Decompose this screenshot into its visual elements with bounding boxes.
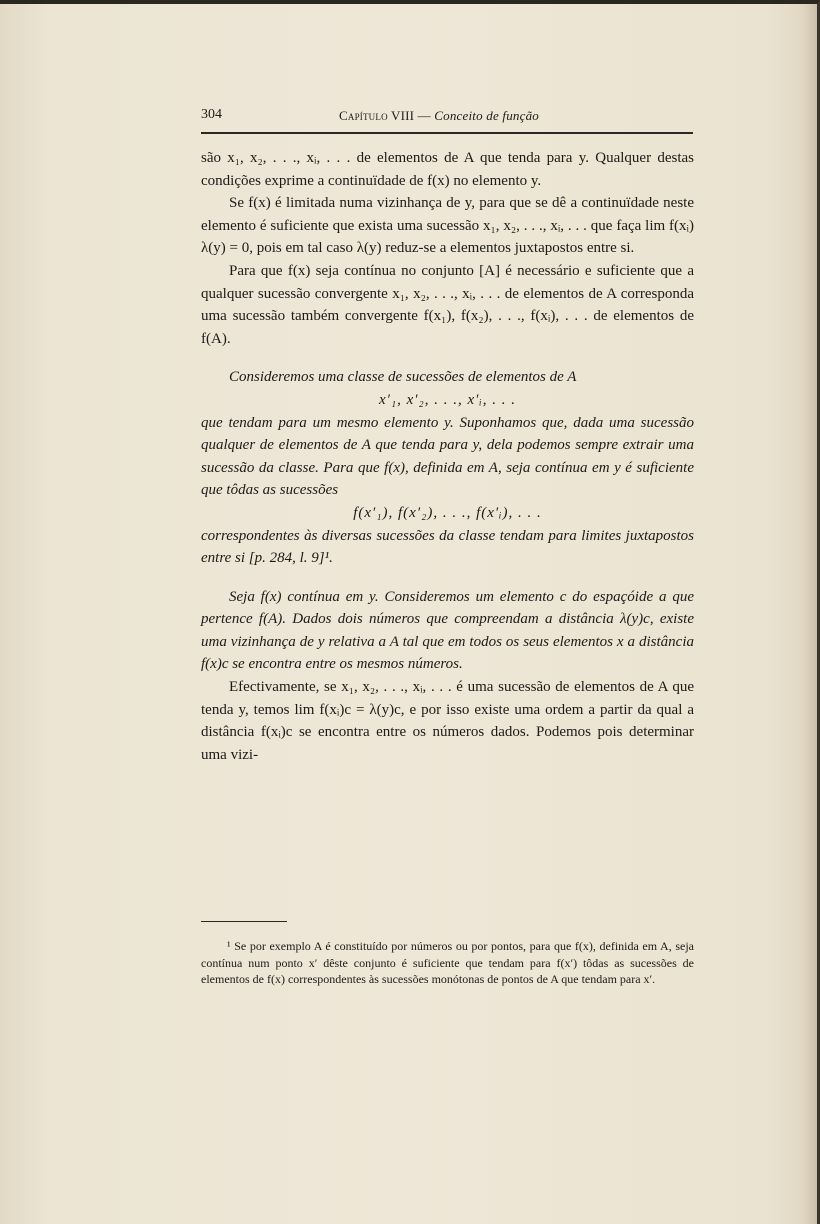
theorem-1-intro: Consideremos uma classe de sucessões de elementos de A xyxy=(229,369,577,386)
spacer xyxy=(201,350,694,366)
paragraph-3: Para que f(x) seja contínua no conjunto [A] é necessário e suficiente que a qualquer sucessão convergente x₁, x₂, . . ., xᵢ, . . . de elementos de A corresponda uma sucessão também convergente f(x₁), f(x₂), . . ., f(xᵢ), . . . de elementos de f(A). xyxy=(201,262,694,347)
theorem-1-conclusion: correspondentes às diversas sucessões da classe tendam para limites juxtapostos entre si [p. 284, l. 9]¹. xyxy=(201,527,694,567)
running-head-separator: — xyxy=(414,108,435,123)
main-text xyxy=(201,147,694,766)
theorem-1-formula-images: f(x′₁), f(x′₂), . . ., f(x′ᵢ), . . . xyxy=(353,504,542,521)
spacer xyxy=(201,570,694,586)
page-header xyxy=(201,107,693,131)
paragraph-1: são x₁, x₂, . . ., xᵢ, . . . de elementos de A que tenda para y. Qualquer destas condições exprime a continuïdade de f(x) no elemento y. xyxy=(201,150,694,189)
footnote-rule xyxy=(201,921,287,922)
paragraph-2: Se f(x) é limitada numa vizinhança de y, para que se dê a continuïdade neste elemento é suficiente que exista uma sucessão x₁, x₂, . . ., xᵢ, . . . que faça lim f(xᵢ) λ(y) = 0, pois em tal caso λ(y) reduz-se a elementos juxtapostos entre si. xyxy=(201,195,694,257)
footnote-text: ¹ Se por exemplo A é constituído por números ou por pontos, para que f(x), definida em A, seja contínua num ponto x′ dêste conjunto é suficiente que tendam para f(x′) tôdas as sucessões de elementos de f(x) correspondentes às sucessões monótonas de pontos de A que tendam para x′. xyxy=(201,939,694,987)
chapter-title: Conceito de função xyxy=(434,108,539,123)
proof-paragraph: Efectivamente, se x₁, x₂, . . ., xᵢ, . . . é uma sucessão de elementos de A que tenda y, temos lim f(xᵢ)c = λ(y)c, e por isso existe uma ordem a partir da qual a distância f(xᵢ)c se encontra entre os números dados. Podemos pois determinar uma vizi- xyxy=(201,679,694,763)
page-number: 304 xyxy=(201,107,222,122)
theorem-1-statement: que tendam para um mesmo elemento y. Suponhamos que, dada uma sucessão qualquer de elementos de A que tenda para y, dela podemos sempre extrair uma sucessão da classe. Para que f(x), definida em A, seja contínua em y é suficiente que tôdas as sucessões xyxy=(201,414,694,499)
theorem-1-formula-sequence: x′₁, x′₂, . . ., x′ᵢ, . . . xyxy=(378,391,517,408)
theorem-2: Seja f(x) contínua em y. Consideremos um elemento c do espaçóide a que pertence f(A). Dados dois números que compreendam a distância λ(y)c, existe uma vizinhança de y relativa a A tal que em todos os seus elementos x a distância f(x)c se encontra entre os mesmos números. xyxy=(201,588,694,673)
chapter-label: Capítulo VIII xyxy=(339,108,415,123)
footnote xyxy=(201,938,694,988)
header-rule xyxy=(201,132,693,134)
running-head xyxy=(339,108,539,124)
page-edge-shadow xyxy=(803,4,817,1224)
